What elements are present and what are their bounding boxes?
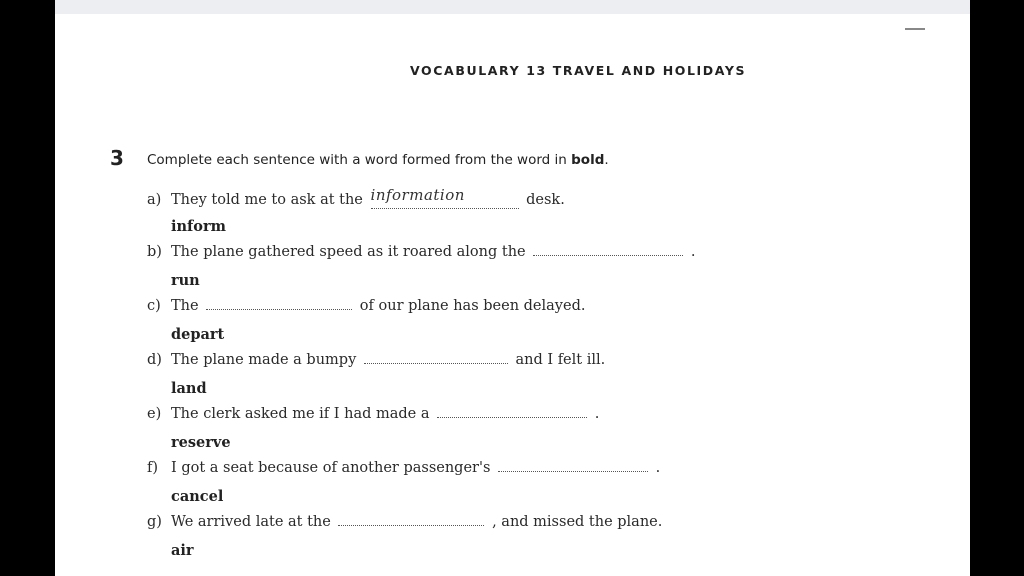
bold-word: inform	[171, 218, 226, 235]
item-letter: b)	[147, 244, 162, 260]
answer-blank[interactable]	[206, 299, 352, 310]
answer-blank[interactable]	[370, 186, 519, 209]
instruction-bold: bold	[571, 152, 605, 168]
answer-blank[interactable]	[437, 407, 587, 418]
bold-word: run	[171, 272, 200, 289]
bold-word: cancel	[171, 488, 224, 505]
item-letter: g)	[147, 514, 162, 530]
top-strip	[55, 0, 970, 14]
page-header: VOCABULARY 13 TRAVEL AND HOLIDAYS	[410, 63, 747, 78]
item-letter: a)	[147, 192, 162, 208]
answer-blank[interactable]	[364, 353, 508, 364]
item-letter: f)	[147, 460, 159, 476]
item-before: We arrived late at the	[171, 514, 336, 530]
item-letter: d)	[147, 352, 162, 368]
bold-word: reserve	[171, 434, 231, 451]
item-before: The plane gathered speed as it roared along the	[171, 244, 531, 260]
item-after: , and missed the plane.	[487, 514, 663, 530]
item-e	[147, 406, 599, 422]
item-after: .	[686, 244, 696, 260]
item-letter: c)	[147, 298, 161, 314]
item-d	[147, 352, 605, 368]
question-instruction	[147, 152, 609, 168]
item-g	[147, 514, 662, 530]
item-after: desk.	[521, 192, 565, 208]
item-before: The plane made a bumpy	[171, 352, 361, 368]
bold-word: air	[171, 542, 194, 559]
instruction-end: .	[604, 152, 609, 168]
item-before: The clerk asked me if I had made a	[171, 406, 435, 422]
bold-word: depart	[171, 326, 225, 343]
item-after: and I felt ill.	[510, 352, 606, 368]
item-before: They told me to ask at the	[171, 192, 368, 208]
handwritten-answer: information	[370, 186, 465, 204]
bold-word: land	[171, 380, 207, 397]
answer-blank[interactable]	[338, 515, 484, 526]
answer-blank[interactable]	[533, 245, 683, 256]
item-after: .	[590, 406, 600, 422]
item-letter: e)	[147, 406, 162, 422]
item-b	[147, 244, 695, 260]
question-number: 3	[110, 146, 124, 170]
item-a	[147, 186, 565, 209]
item-after: of our plane has been delayed.	[355, 298, 586, 314]
item-after: .	[651, 460, 661, 476]
item-before: The	[171, 298, 204, 314]
scan-mark	[905, 28, 925, 30]
answer-blank[interactable]	[498, 461, 648, 472]
item-before: I got a seat because of another passenger's	[171, 460, 496, 476]
item-c	[147, 298, 585, 314]
item-f	[147, 460, 660, 476]
instruction-text: Complete each sentence with a word formed from the word in	[147, 152, 572, 168]
